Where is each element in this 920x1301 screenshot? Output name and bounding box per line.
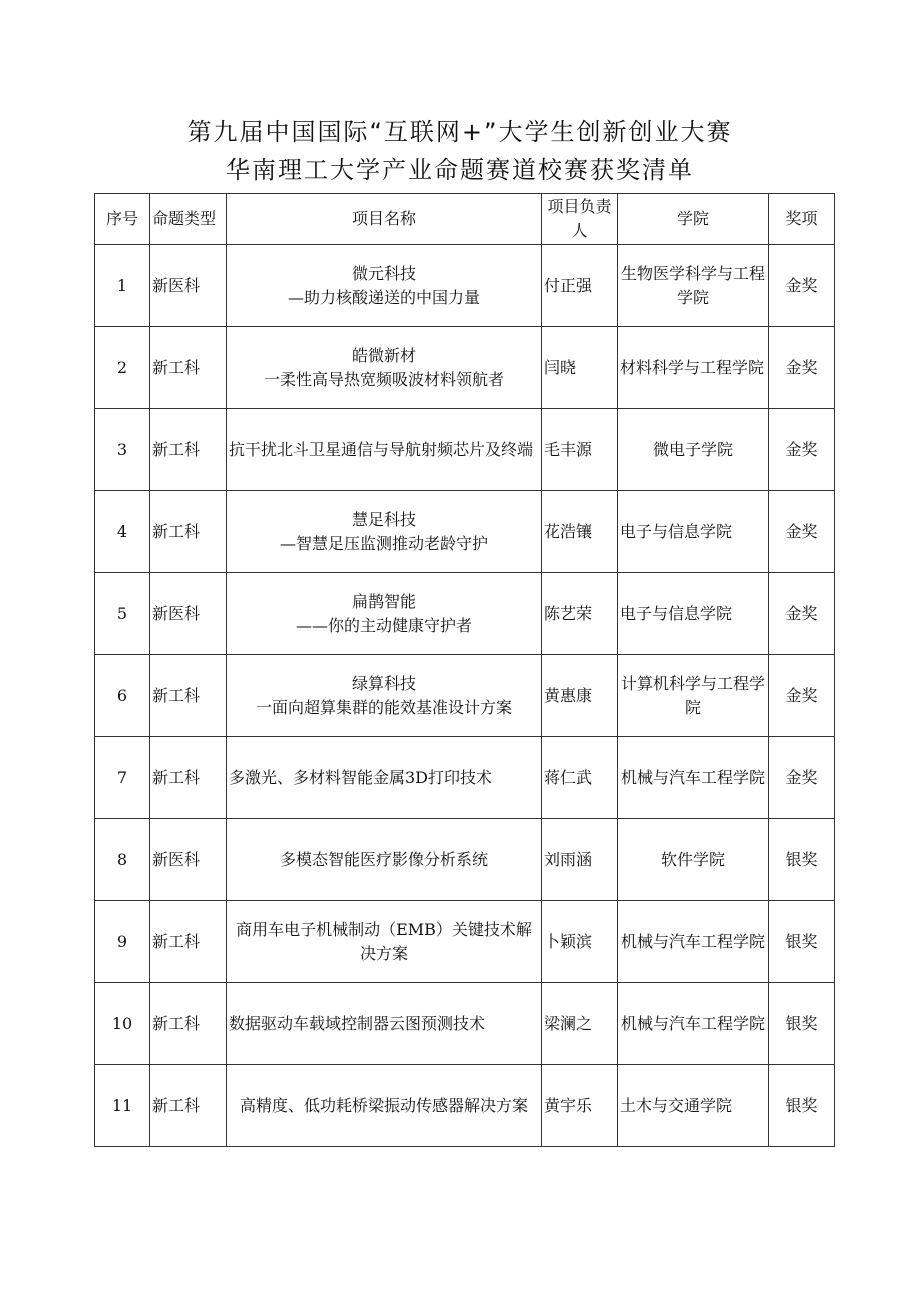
- project-name-subtitle: —智慧足压监测推动老龄守护: [279, 533, 488, 553]
- project-name-main: 数据驱动车载域控制器云图预测技术: [229, 1013, 486, 1033]
- document-title-line1: 第九届中国国际“互联网+”大学生创新创业大赛: [187, 118, 733, 146]
- row-project-name: [227, 983, 542, 1065]
- table-row: [95, 491, 835, 573]
- project-name-subtitle: 一面向超算集群的能效基准设计方案: [255, 697, 512, 717]
- row-type: 新工科: [150, 737, 227, 819]
- row-college: 机械与汽车工程学院: [618, 901, 769, 983]
- row-leader: 黄惠康: [542, 655, 618, 737]
- project-name-subtitle: —助力核酸递送的中国力量: [287, 287, 480, 307]
- row-type: 新医科: [150, 573, 227, 655]
- table-row: [95, 737, 835, 819]
- header-no: 序号: [95, 194, 150, 245]
- project-name-main: 绿算科技: [351, 673, 416, 693]
- row-leader: 闫晓: [542, 327, 618, 409]
- row-leader: 黄宇乐: [542, 1065, 618, 1147]
- row-number: 2: [95, 327, 150, 409]
- row-number: 6: [95, 655, 150, 737]
- row-project-name: [227, 737, 542, 819]
- row-project-name: [227, 1065, 542, 1147]
- row-college: 土木与交通学院: [618, 1065, 769, 1147]
- award-table: [94, 193, 835, 1147]
- row-leader: 毛丰源: [542, 409, 618, 491]
- row-project-name: [227, 655, 542, 737]
- row-project-name: [227, 491, 542, 573]
- row-award: 银奖: [769, 983, 835, 1065]
- row-project-name: [227, 901, 542, 983]
- row-leader: 蒋仁武: [542, 737, 618, 819]
- row-leader: 梁澜之: [542, 983, 618, 1065]
- project-name-subtitle: ——你的主动健康守护者: [295, 615, 472, 635]
- table-row: [95, 983, 835, 1065]
- row-type: 新工科: [150, 983, 227, 1065]
- row-college: 计算机科学与工程学院: [618, 655, 769, 737]
- row-number: 10: [95, 983, 150, 1065]
- row-college: 微电子学院: [618, 409, 769, 491]
- row-number: 8: [95, 819, 150, 901]
- row-award: 金奖: [769, 737, 835, 819]
- table-row: [95, 573, 835, 655]
- row-award: 银奖: [769, 819, 835, 901]
- row-type: 新工科: [150, 1065, 227, 1147]
- header-lead: 项目负责人: [542, 194, 618, 245]
- row-college: 机械与汽车工程学院: [618, 983, 769, 1065]
- row-type: 新工科: [150, 491, 227, 573]
- row-type: 新工科: [150, 327, 227, 409]
- table-row: [95, 901, 835, 983]
- row-leader: 卜颖滨: [542, 901, 618, 983]
- project-name-main: 抗干扰北斗卫星通信与导航射频芯片及终端: [229, 439, 534, 459]
- header-row: [95, 194, 835, 245]
- table-row: [95, 327, 835, 409]
- row-college: 软件学院: [618, 819, 769, 901]
- row-number: 1: [95, 245, 150, 327]
- header-award: 奖项: [769, 194, 835, 245]
- row-award: 银奖: [769, 901, 835, 983]
- row-number: 7: [95, 737, 150, 819]
- project-name-subtitle: 一柔性高导热宽频吸波材料领航者: [263, 369, 504, 389]
- table-row: [95, 1065, 835, 1147]
- row-project-name: [227, 245, 542, 327]
- row-award: 金奖: [769, 327, 835, 409]
- project-name-main: 慧足科技: [351, 509, 416, 529]
- project-name-main: 微元科技: [351, 263, 416, 283]
- table-row: [95, 655, 835, 737]
- row-college: 机械与汽车工程学院: [618, 737, 769, 819]
- project-name-main: 皓微新材: [351, 345, 416, 365]
- row-award: 金奖: [769, 573, 835, 655]
- row-award: 金奖: [769, 245, 835, 327]
- row-project-name: [227, 819, 542, 901]
- row-type: 新工科: [150, 655, 227, 737]
- row-leader: 付正强: [542, 245, 618, 327]
- row-number: 9: [95, 901, 150, 983]
- table-row: [95, 245, 835, 327]
- table-row: [95, 409, 835, 491]
- row-leader: 花浩镶: [542, 491, 618, 573]
- row-college: 生物医学科学与工程学院: [618, 245, 769, 327]
- row-number: 5: [95, 573, 150, 655]
- header-name: 项目名称: [227, 194, 542, 245]
- row-college: 电子与信息学院: [618, 573, 769, 655]
- row-number: 4: [95, 491, 150, 573]
- row-award: 金奖: [769, 491, 835, 573]
- row-leader: 刘雨涵: [542, 819, 618, 901]
- project-name-main: 扁鹊智能: [351, 591, 416, 611]
- row-type: 新工科: [150, 901, 227, 983]
- header-college: 学院: [618, 194, 769, 245]
- row-award: 金奖: [769, 409, 835, 491]
- row-project-name: [227, 409, 542, 491]
- row-project-name: [227, 573, 542, 655]
- row-award: 金奖: [769, 655, 835, 737]
- document-title-line2: 华南理工大学产业命题赛道校赛获奖清单: [226, 156, 694, 184]
- row-type: 新工科: [150, 409, 227, 491]
- row-number: 3: [95, 409, 150, 491]
- project-name-main: 多模态智能医疗影像分析系统: [279, 849, 488, 869]
- row-college: 材料科学与工程学院: [618, 327, 769, 409]
- row-number: 11: [95, 1065, 150, 1147]
- row-type: 新医科: [150, 245, 227, 327]
- table-row: [95, 819, 835, 901]
- row-college: 电子与信息学院: [618, 491, 769, 573]
- row-leader: 陈艺荣: [542, 573, 618, 655]
- row-award: 银奖: [769, 1065, 835, 1147]
- row-type: 新医科: [150, 819, 227, 901]
- project-name-main: 商用车电子机械制动（EMB）关键技术解决方案: [236, 919, 532, 963]
- header-type: 命题类型: [150, 194, 227, 245]
- project-name-main: 多激光、多材料智能金属3D打印技术: [229, 767, 493, 787]
- project-name-main: 高精度、低功耗桥梁振动传感器解决方案: [239, 1095, 528, 1115]
- row-project-name: [227, 327, 542, 409]
